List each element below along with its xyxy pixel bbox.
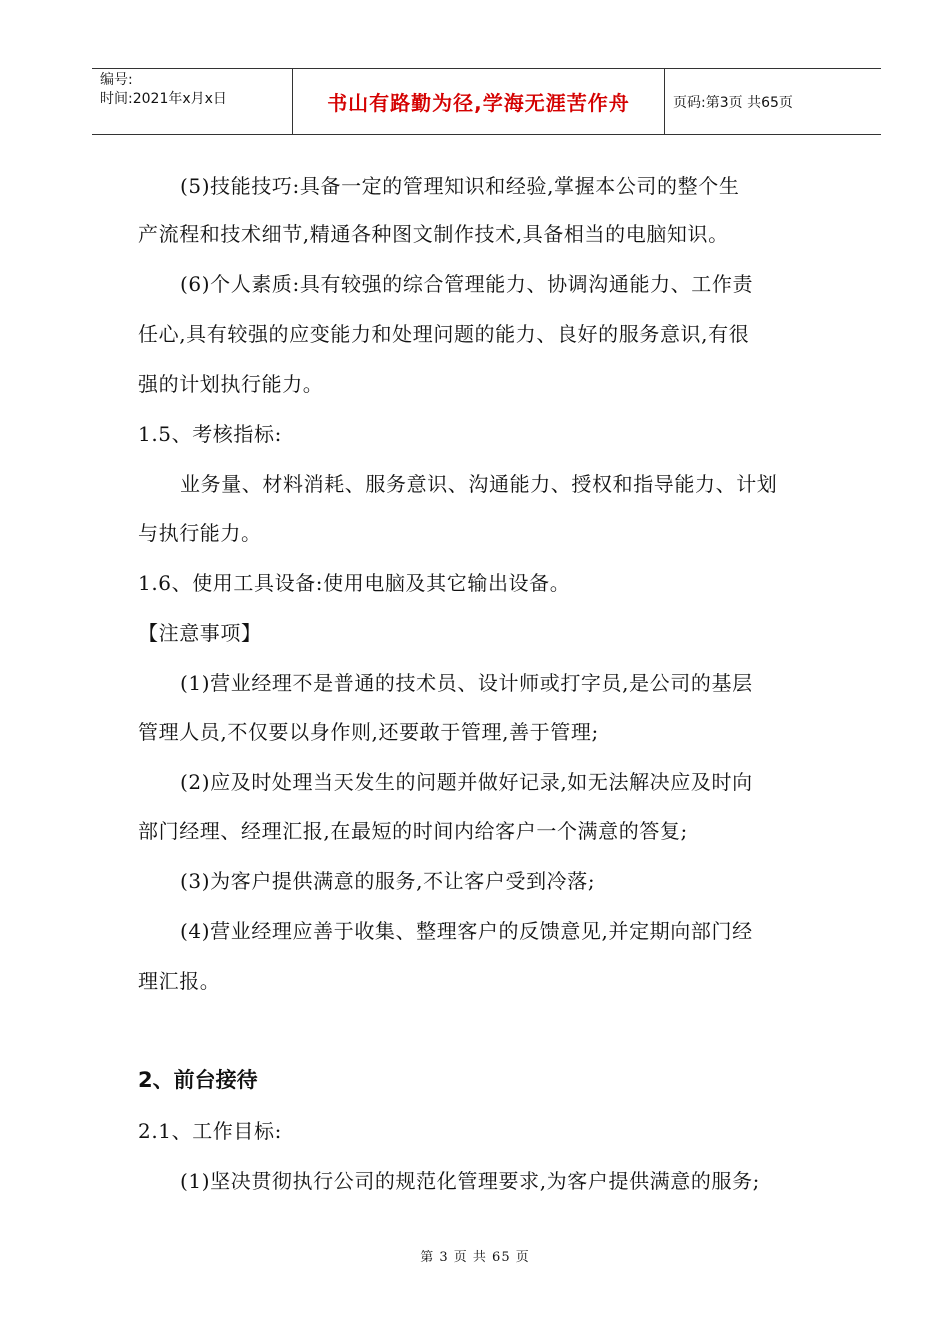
section-heading: 2、前台接待 bbox=[138, 1068, 258, 1092]
paragraph-line: (1)营业经理不是普通的技术员、设计师或打字员,是公司的基层 bbox=[180, 671, 753, 695]
subsection-title: 1.5、考核指标: bbox=[138, 422, 282, 446]
paragraph-line: 任心,具有较强的应变能力和处理问题的能力、良好的服务意识,有很 bbox=[138, 322, 750, 346]
header-meta bbox=[92, 69, 293, 134]
paragraph-line: (1)坚决贯彻执行公司的规范化管理要求,为客户提供满意的服务; bbox=[180, 1169, 761, 1193]
paragraph-line: 业务量、材料消耗、服务意识、沟通能力、授权和指导能力、计划 bbox=[180, 472, 778, 496]
paragraph-line: 强的计划执行能力。 bbox=[138, 372, 324, 396]
paragraph-line: (3)为客户提供满意的服务,不让客户受到冷落; bbox=[180, 869, 596, 893]
paragraph-line: (6)个人素质:具有较强的综合管理能力、协调沟通能力、工作责 bbox=[180, 272, 754, 296]
subsection-title: 1.6、使用工具设备:使用电脑及其它输出设备。 bbox=[138, 571, 571, 595]
header-motto: 书山有路勤为径,学海无涯苦作舟 bbox=[293, 69, 665, 134]
paragraph-line: (5)技能技巧:具备一定的管理知识和经验,掌握本公司的整个生 bbox=[180, 174, 740, 198]
paragraph-line: 产流程和技术细节,精通各种图文制作技术,具备相当的电脑知识。 bbox=[138, 222, 729, 246]
paragraph-line: 管理人员,不仅要以身作则,还要敢于管理,善于管理; bbox=[138, 720, 599, 744]
document-date: 时间:2021年x月x日 bbox=[100, 91, 227, 107]
subsection-title: 2.1、工作目标: bbox=[138, 1119, 282, 1143]
paragraph-line: 与执行能力。 bbox=[138, 521, 262, 545]
paragraph-line: (4)营业经理应善于收集、整理客户的反馈意见,并定期向部门经 bbox=[180, 919, 753, 943]
paragraph-line: (2)应及时处理当天发生的问题并做好记录,如无法解决应及时向 bbox=[180, 770, 753, 794]
paragraph-line: 部门经理、经理汇报,在最短的时间内给客户一个满意的答复; bbox=[138, 819, 688, 843]
notes-title: 【注意事项】 bbox=[138, 621, 262, 645]
header-page-info: 页码:第3页 共65页 bbox=[673, 94, 793, 111]
document-code: 编号: bbox=[100, 72, 133, 88]
paragraph-line: 理汇报。 bbox=[138, 969, 221, 993]
page-header bbox=[92, 68, 881, 135]
page-footer: 第 3 页 共 65 页 bbox=[420, 1250, 530, 1265]
